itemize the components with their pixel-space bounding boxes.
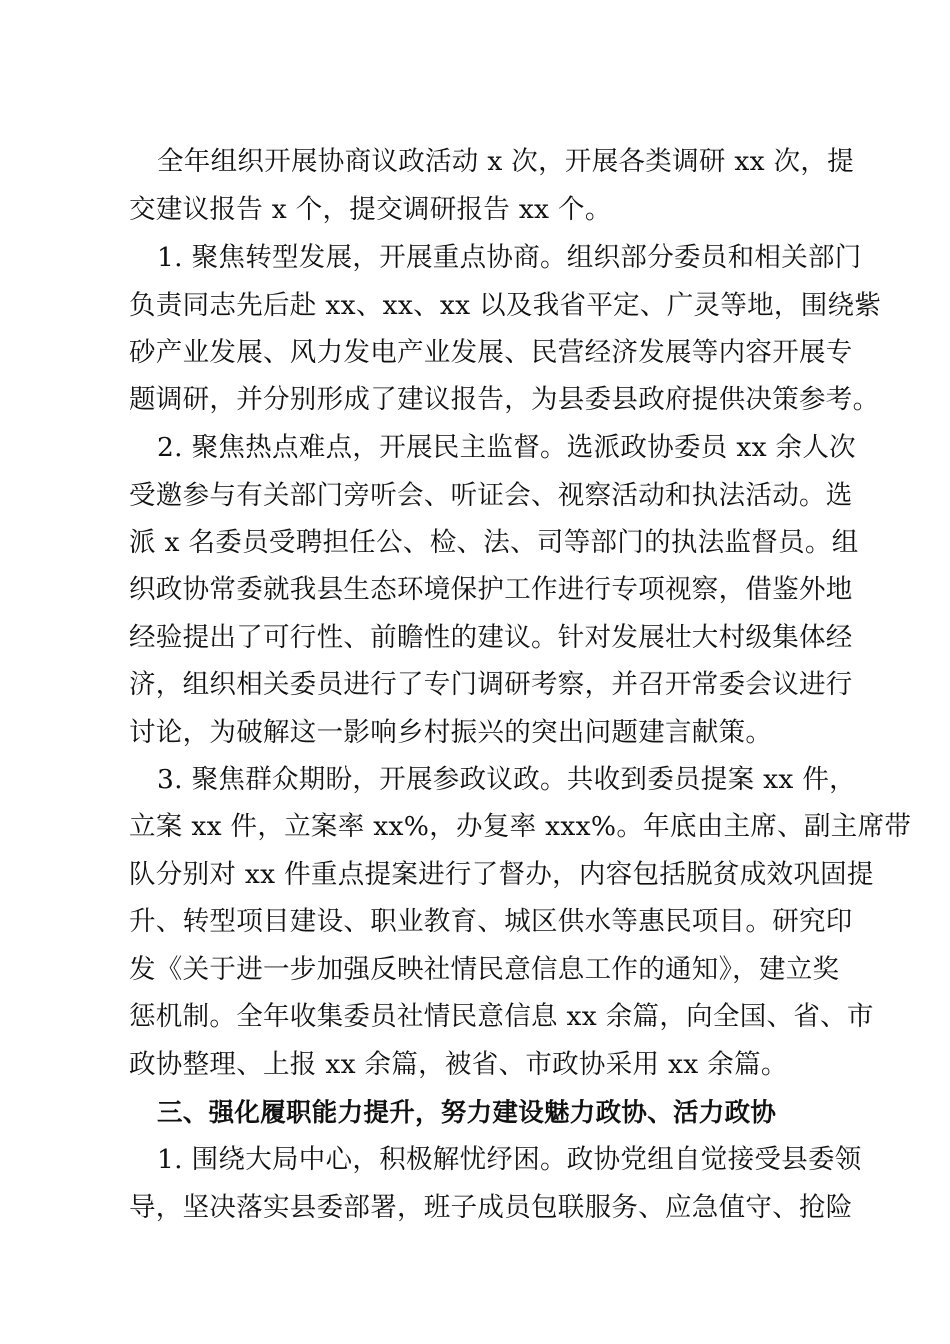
text-line: 1. 围绕大局中心，积极解忧纾困。政协党组自觉接受县委领 (157, 1144, 862, 1175)
text-line: 升、转型项目建设、职业教育、城区供水等惠民项目。研究印 (129, 906, 853, 937)
text-line: 织政协常委就我县生态环境保护工作进行专项视察，借鉴外地 (129, 574, 853, 605)
text-line: 济，组织相关委员进行了专门调研考察，并召开常委会议进行 (129, 669, 853, 700)
text-line: 交建议报告 x 个，提交调研报告 xx 个。 (129, 194, 612, 225)
text-line: 派 x 名委员受聘担任公、检、法、司等部门的执法监督员。组 (129, 527, 859, 558)
text-line: 队分别对 xx 件重点提案进行了督办，内容包括脱贫成效巩固提 (129, 859, 874, 890)
text-line: 发《关于进一步加强反映社情民意信息工作的通知》，建立奖 (129, 954, 840, 985)
text-line: 1. 聚焦转型发展，开展重点协商。组织部分委员和相关部门 (157, 242, 862, 273)
text-line: 2. 聚焦热点难点，开展民主监督。选派政协委员 xx 余人次 (157, 432, 856, 463)
text-line: 负责同志先后赴 xx、xx、xx 以及我省平定、广灵等地，围绕紫 (129, 290, 882, 321)
text-line: 立案 xx 件，立案率 xx%，办复率 xxx%。年底由主席、副主席带 (129, 811, 912, 842)
text-line: 讨论，为破解这一影响乡村振兴的突出问题建言献策。 (129, 717, 773, 748)
text-line: 全年组织开展协商议政活动 x 次，开展各类调研 xx 次，提 (157, 146, 855, 177)
text-line: 惩机制。全年收集委员社情民意信息 xx 余篇，向全国、省、市 (129, 1001, 874, 1032)
text-line: 政协整理、上报 xx 余篇，被省、市政协采用 xx 余篇。 (129, 1049, 788, 1080)
text-line: 3. 聚焦群众期盼，开展参政议政。共收到委员提案 xx 件， (157, 764, 856, 795)
text-line: 经验提出了可行性、前瞻性的建议。针对发展壮大村级集体经 (129, 622, 853, 653)
text-line: 题调研，并分别形成了建议报告，为县委县政府提供决策参考。 (129, 384, 880, 415)
text-line: 砂产业发展、风力发电产业发展、民营经济发展等内容开展专 (129, 337, 853, 368)
section-heading: 三、强化履职能力提升，努力建设魅力政协、活力政协 (157, 1098, 777, 1128)
text-line: 受邀参与有关部门旁听会、听证会、视察活动和执法活动。选 (129, 480, 853, 511)
text-line: 导，坚决落实县委部署，班子成员包联服务、应急值守、抢险 (129, 1192, 853, 1223)
